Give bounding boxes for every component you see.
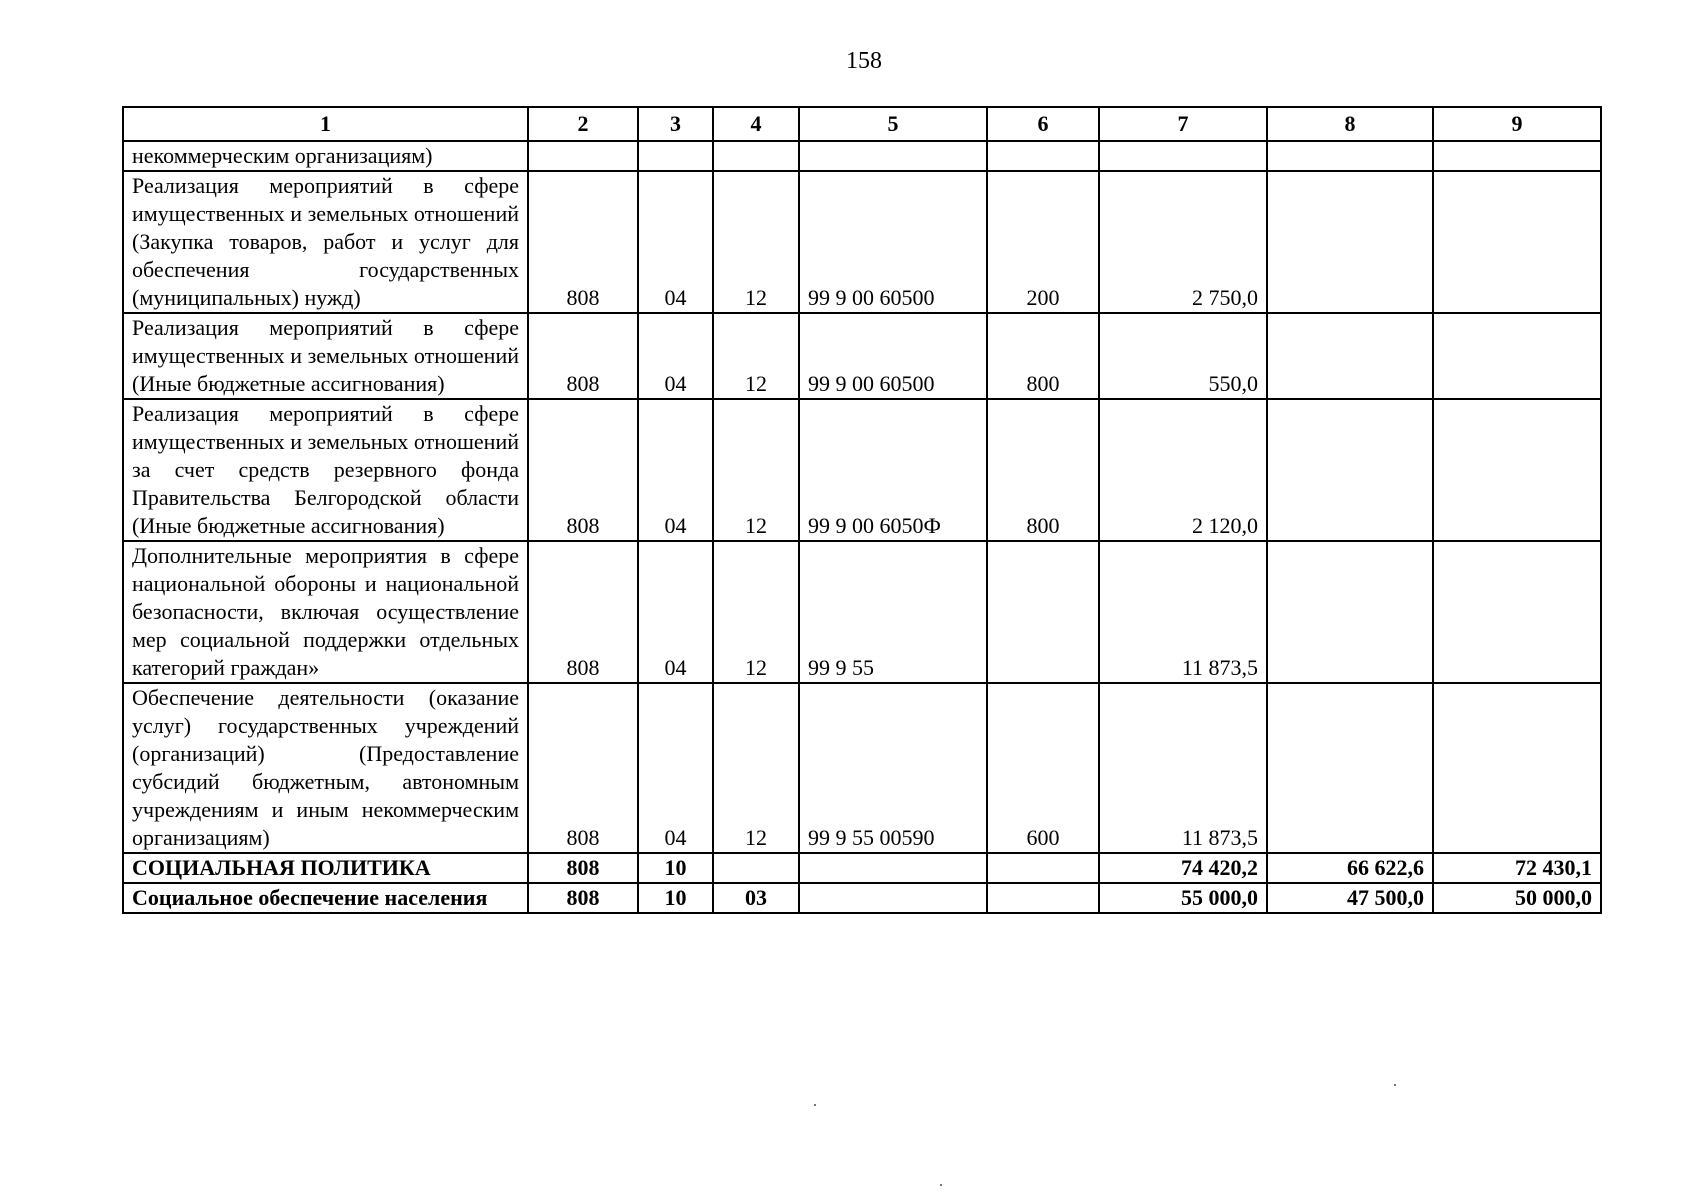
- cell-expense-type: 200: [987, 171, 1099, 313]
- cell-ministry: 808: [528, 313, 638, 399]
- row-name: Реализация мероприятий в сфере имущественных и земельных отношений (Закупка товаров, работ и услуг для обеспечения государственных (муниципальных) нужд): [123, 171, 528, 313]
- cell-ministry: 808: [528, 883, 638, 913]
- cell-subsection: [713, 141, 799, 171]
- column-header: 1: [123, 107, 528, 141]
- cell-amount-2: 47 500,0: [1267, 883, 1433, 913]
- cell-target-article: 99 9 00 6050Ф: [799, 399, 987, 541]
- column-header: 3: [638, 107, 713, 141]
- cell-expense-type: 800: [987, 399, 1099, 541]
- table-row: [123, 313, 1601, 399]
- cell-section: [638, 141, 713, 171]
- cell-section: 04: [638, 171, 713, 313]
- cell-amount-1: 74 420,2: [1099, 853, 1267, 883]
- cell-amount-2: [1267, 141, 1433, 171]
- cell-amount-3: [1433, 141, 1601, 171]
- row-name: Обеспечение деятельности (оказание услуг) государственных учреждений (организаций) (Предоставление субсидий бюджетным, автономным учреждениям и иным некоммерческим организациям): [123, 683, 528, 853]
- cell-amount-2: [1267, 399, 1433, 541]
- cell-amount-3: 72 430,1: [1433, 853, 1601, 883]
- cell-section: 10: [638, 883, 713, 913]
- cell-target-article: [799, 853, 987, 883]
- row-name: некоммерческим организациям): [123, 141, 528, 171]
- cell-amount-1: 2 750,0: [1099, 171, 1267, 313]
- cell-amount-1: 11 873,5: [1099, 541, 1267, 683]
- cell-amount-1: [1099, 141, 1267, 171]
- cell-subsection: 12: [713, 313, 799, 399]
- cell-subsection: [713, 853, 799, 883]
- cell-subsection: 12: [713, 541, 799, 683]
- cell-expense-type: [987, 141, 1099, 171]
- cell-section: 04: [638, 541, 713, 683]
- cell-target-article: 99 9 55 00590: [799, 683, 987, 853]
- cell-amount-3: [1433, 313, 1601, 399]
- scan-speck: [940, 1184, 942, 1186]
- cell-expense-type: [987, 853, 1099, 883]
- cell-amount-1: 550,0: [1099, 313, 1267, 399]
- cell-amount-3: [1433, 171, 1601, 313]
- cell-target-article: [799, 141, 987, 171]
- table-row: [123, 141, 1601, 171]
- table-row: [123, 399, 1601, 541]
- column-header: 4: [713, 107, 799, 141]
- column-header: 2: [528, 107, 638, 141]
- table-row: [123, 171, 1601, 313]
- cell-ministry: 808: [528, 853, 638, 883]
- cell-amount-2: [1267, 313, 1433, 399]
- cell-section: 04: [638, 313, 713, 399]
- cell-expense-type: [987, 541, 1099, 683]
- cell-expense-type: [987, 883, 1099, 913]
- table-row: [123, 541, 1601, 683]
- cell-amount-1: 2 120,0: [1099, 399, 1267, 541]
- column-header: 8: [1267, 107, 1433, 141]
- cell-subsection: 03: [713, 883, 799, 913]
- scan-speck: [814, 1104, 816, 1106]
- cell-ministry: 808: [528, 399, 638, 541]
- cell-amount-1: 55 000,0: [1099, 883, 1267, 913]
- cell-amount-3: [1433, 399, 1601, 541]
- cell-target-article: 99 9 00 60500: [799, 313, 987, 399]
- column-header: 5: [799, 107, 987, 141]
- row-name: Дополнительные мероприятия в сфере национальной обороны и национальной безопасности, включая осуществление мер социальной поддержки отдельных категорий граждан»: [123, 541, 528, 683]
- cell-target-article: 99 9 55: [799, 541, 987, 683]
- cell-amount-2: [1267, 171, 1433, 313]
- cell-subsection: 12: [713, 399, 799, 541]
- cell-ministry: [528, 141, 638, 171]
- scan-speck: [1394, 1084, 1396, 1086]
- cell-subsection: 12: [713, 171, 799, 313]
- row-name: СОЦИАЛЬНАЯ ПОЛИТИКА: [123, 853, 528, 883]
- table-row-subsection-total: [123, 883, 1601, 913]
- cell-amount-3: [1433, 683, 1601, 853]
- cell-ministry: 808: [528, 541, 638, 683]
- cell-amount-1: 11 873,5: [1099, 683, 1267, 853]
- column-header: 6: [987, 107, 1099, 141]
- cell-ministry: 808: [528, 171, 638, 313]
- cell-target-article: [799, 883, 987, 913]
- column-header: 7: [1099, 107, 1267, 141]
- cell-amount-2: 66 622,6: [1267, 853, 1433, 883]
- cell-amount-3: 50 000,0: [1433, 883, 1601, 913]
- cell-subsection: 12: [713, 683, 799, 853]
- row-name: Реализация мероприятий в сфере имущественных и земельных отношений (Иные бюджетные ассигнования): [123, 313, 528, 399]
- cell-amount-2: [1267, 541, 1433, 683]
- column-header: 9: [1433, 107, 1601, 141]
- row-name: Социальное обеспечение населения: [123, 883, 528, 913]
- budget-table: [122, 106, 1602, 914]
- cell-section: 04: [638, 683, 713, 853]
- cell-section: 04: [638, 399, 713, 541]
- page-number: 158: [846, 48, 882, 74]
- cell-section: 10: [638, 853, 713, 883]
- cell-amount-2: [1267, 683, 1433, 853]
- cell-ministry: 808: [528, 683, 638, 853]
- table-row: [123, 683, 1601, 853]
- row-name: Реализация мероприятий в сфере имущественных и земельных отношений за счет средств резервного фонда Правительства Белгородской области (Иные бюджетные ассигнования): [123, 399, 528, 541]
- cell-target-article: 99 9 00 60500: [799, 171, 987, 313]
- cell-expense-type: 800: [987, 313, 1099, 399]
- cell-expense-type: 600: [987, 683, 1099, 853]
- table-row-section-total: [123, 853, 1601, 883]
- cell-amount-3: [1433, 541, 1601, 683]
- table-header-row: [123, 107, 1601, 141]
